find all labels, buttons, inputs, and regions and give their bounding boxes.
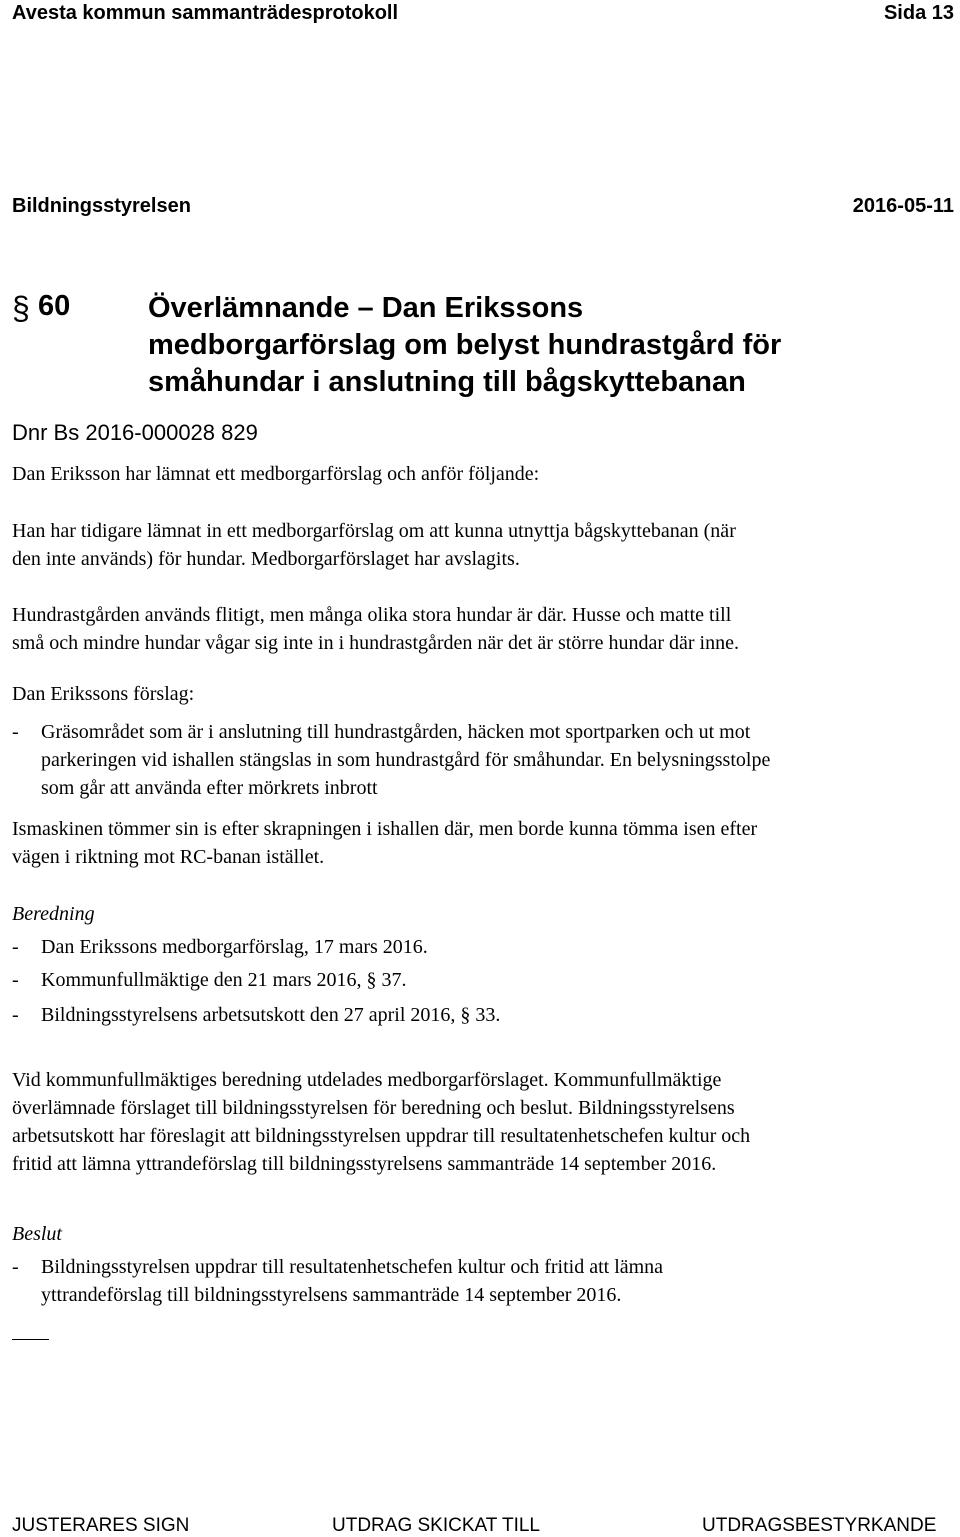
text-line: Kommunfullmäktige den 21 mars 2016, § 37.	[41, 969, 407, 991]
list-marker: -	[12, 936, 19, 958]
footer-extract-certification: UTDRAGSBESTYRKANDE	[702, 1515, 937, 1536]
text-line: Bildningsstyrelsen uppdrar till resultatenhetschefen kultur och fritid att lämna	[41, 1256, 664, 1278]
section-title-line: Överlämnande – Dan Erikssons	[148, 292, 584, 324]
page-number: Sida 13	[883, 2, 954, 24]
text-line: Dan Erikssons medborgarförslag, 17 mars 2016.	[41, 936, 428, 958]
paragraph-dog-park-usage	[12, 601, 739, 657]
section-title-line: småhundar i anslutning till bågskyttebanan	[148, 366, 746, 398]
text-line: parkeringen vid ishallen stängslas in som hundrastgård för småhundar. En belysningsstolpe	[41, 749, 771, 771]
footer-adjuster-sign: JUSTERARES SIGN	[12, 1515, 190, 1536]
section-title	[148, 290, 781, 401]
list-marker: -	[12, 721, 19, 743]
text-line: små och mindre hundar vågar sig inte in i hundrastgården när det är större hundar där inne.	[12, 632, 739, 654]
text-line: den inte används) för hundar. Medborgarförslaget har avslagits.	[12, 548, 520, 570]
section-number: 60	[38, 290, 71, 322]
paragraph-ice-machine	[12, 815, 757, 871]
text-line: vägen i riktning mot RC-banan istället.	[12, 846, 325, 868]
diary-number: Dnr Bs 2016-000028 829	[12, 420, 258, 445]
proposal-heading: Dan Erikssons förslag:	[12, 683, 195, 705]
board-name: Bildningsstyrelsen	[12, 195, 191, 217]
section-title-line: medborgarförslag om belyst hundrastgård för	[148, 329, 782, 361]
text-line: överlämnade förslaget till bildningsstyrelsen för beredning och beslut. Bildningsstyrelsens	[12, 1097, 735, 1119]
section-symbol: §	[12, 290, 30, 326]
text-line: yttrandeförslag till bildningsstyrelsens sammanträde 14 september 2016.	[41, 1284, 622, 1306]
text-line: Ismaskinen tömmer sin is efter skrapningen i ishallen där, men borde kunna tömma isen efter	[12, 818, 758, 840]
text-line: Bildningsstyrelsens arbetsutskott den 27 april 2016, § 33.	[41, 1004, 501, 1026]
paragraph-process	[12, 1066, 750, 1178]
beslut-heading: Beslut	[12, 1223, 62, 1245]
meeting-date: 2016-05-11	[852, 195, 954, 217]
beredning-heading: Beredning	[12, 903, 95, 925]
footer-extract-sent: UTDRAG SKICKAT TILL	[332, 1515, 540, 1536]
text-line: Han har tidigare lämnat in ett medborgarförslag om att kunna utnyttja bågskyttebanan (när	[12, 520, 736, 542]
text-line: som går att använda efter mörkrets inbrott	[41, 777, 378, 799]
list-marker: -	[12, 1004, 19, 1026]
text-line: Vid kommunfullmäktiges beredning utdelades medborgarförslaget. Kommunfullmäktige	[12, 1069, 722, 1091]
list-marker: -	[12, 969, 19, 991]
end-rule	[12, 1339, 49, 1340]
document-header-title: Avesta kommun sammanträdesprotokoll	[12, 2, 399, 24]
paragraph-previous-proposal	[12, 517, 736, 573]
text-line: arbetsutskott har föreslagit att bildningsstyrelsen uppdrar till resultatenhetschefen kultur och	[12, 1125, 751, 1147]
text-line: fritid att lämna yttrandeförslag till bildningsstyrelsens sammanträde 14 september 2016.	[12, 1153, 717, 1175]
text-line: Gräsområdet som är i anslutning till hundrastgården, häcken mot sportparken och ut mot	[41, 721, 751, 743]
list-marker: -	[12, 1256, 19, 1278]
text-line: Hundrastgården används flitigt, men många olika stora hundar är där. Husse och matte till	[12, 604, 732, 626]
intro-text: Dan Eriksson har lämnat ett medborgarförslag och anför följande:	[12, 463, 540, 485]
